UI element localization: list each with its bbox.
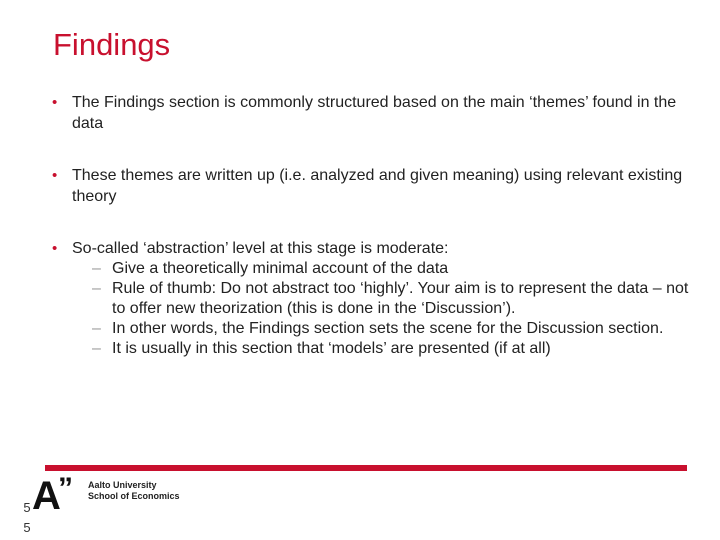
page-number — [21, 498, 33, 538]
bullet-text: These themes are written up (i.e. analyzed and given meaning) using relevant existing theory — [72, 167, 683, 205]
bullet-item — [52, 92, 692, 134]
sub-item — [72, 259, 692, 279]
logo-quote: ” — [58, 472, 73, 505]
footer-divider — [45, 465, 687, 471]
sub-list — [72, 259, 692, 359]
bullet-item — [52, 165, 692, 207]
sub-item — [72, 279, 692, 319]
sub-marker: – — [92, 320, 101, 337]
sub-item-text: In other words, the Findings section sets the scene for the Discussion section. — [112, 320, 664, 337]
sub-item — [72, 339, 692, 359]
bullet-item — [52, 238, 692, 359]
sub-item — [72, 319, 692, 339]
sub-item-text: Rule of thumb: Do not abstract too ‘highly’. Your aim is to represent the data – not to offer new theorization (this is done in the ‘Discussion’). — [112, 280, 689, 317]
logo-line-1: Aalto University — [88, 480, 157, 490]
sub-marker: – — [92, 280, 101, 297]
page-number-line-2: 5 — [23, 520, 31, 535]
bullet-text: The Findings section is commonly structured based on the main ‘themes’ found in the data — [72, 94, 677, 132]
sub-marker: – — [92, 260, 101, 277]
sub-marker: – — [92, 340, 101, 357]
bullet-marker: • — [52, 167, 58, 184]
slide-title: Findings — [53, 27, 171, 62]
bullet-marker: • — [52, 240, 58, 257]
logo-text — [88, 480, 180, 502]
bullet-text: So-called ‘abstraction’ level at this stage is moderate: — [72, 240, 449, 257]
page-number-line-1: 5 — [23, 500, 31, 515]
bullet-marker: • — [52, 94, 58, 111]
sub-item-text: It is usually in this section that ‘models’ are presented (if at all) — [112, 340, 551, 357]
logo-mark: A — [32, 474, 61, 518]
sub-item-text: Give a theoretically minimal account of the data — [112, 260, 449, 277]
bullet-list — [52, 92, 692, 390]
logo-line-2: School of Economics — [88, 491, 180, 501]
